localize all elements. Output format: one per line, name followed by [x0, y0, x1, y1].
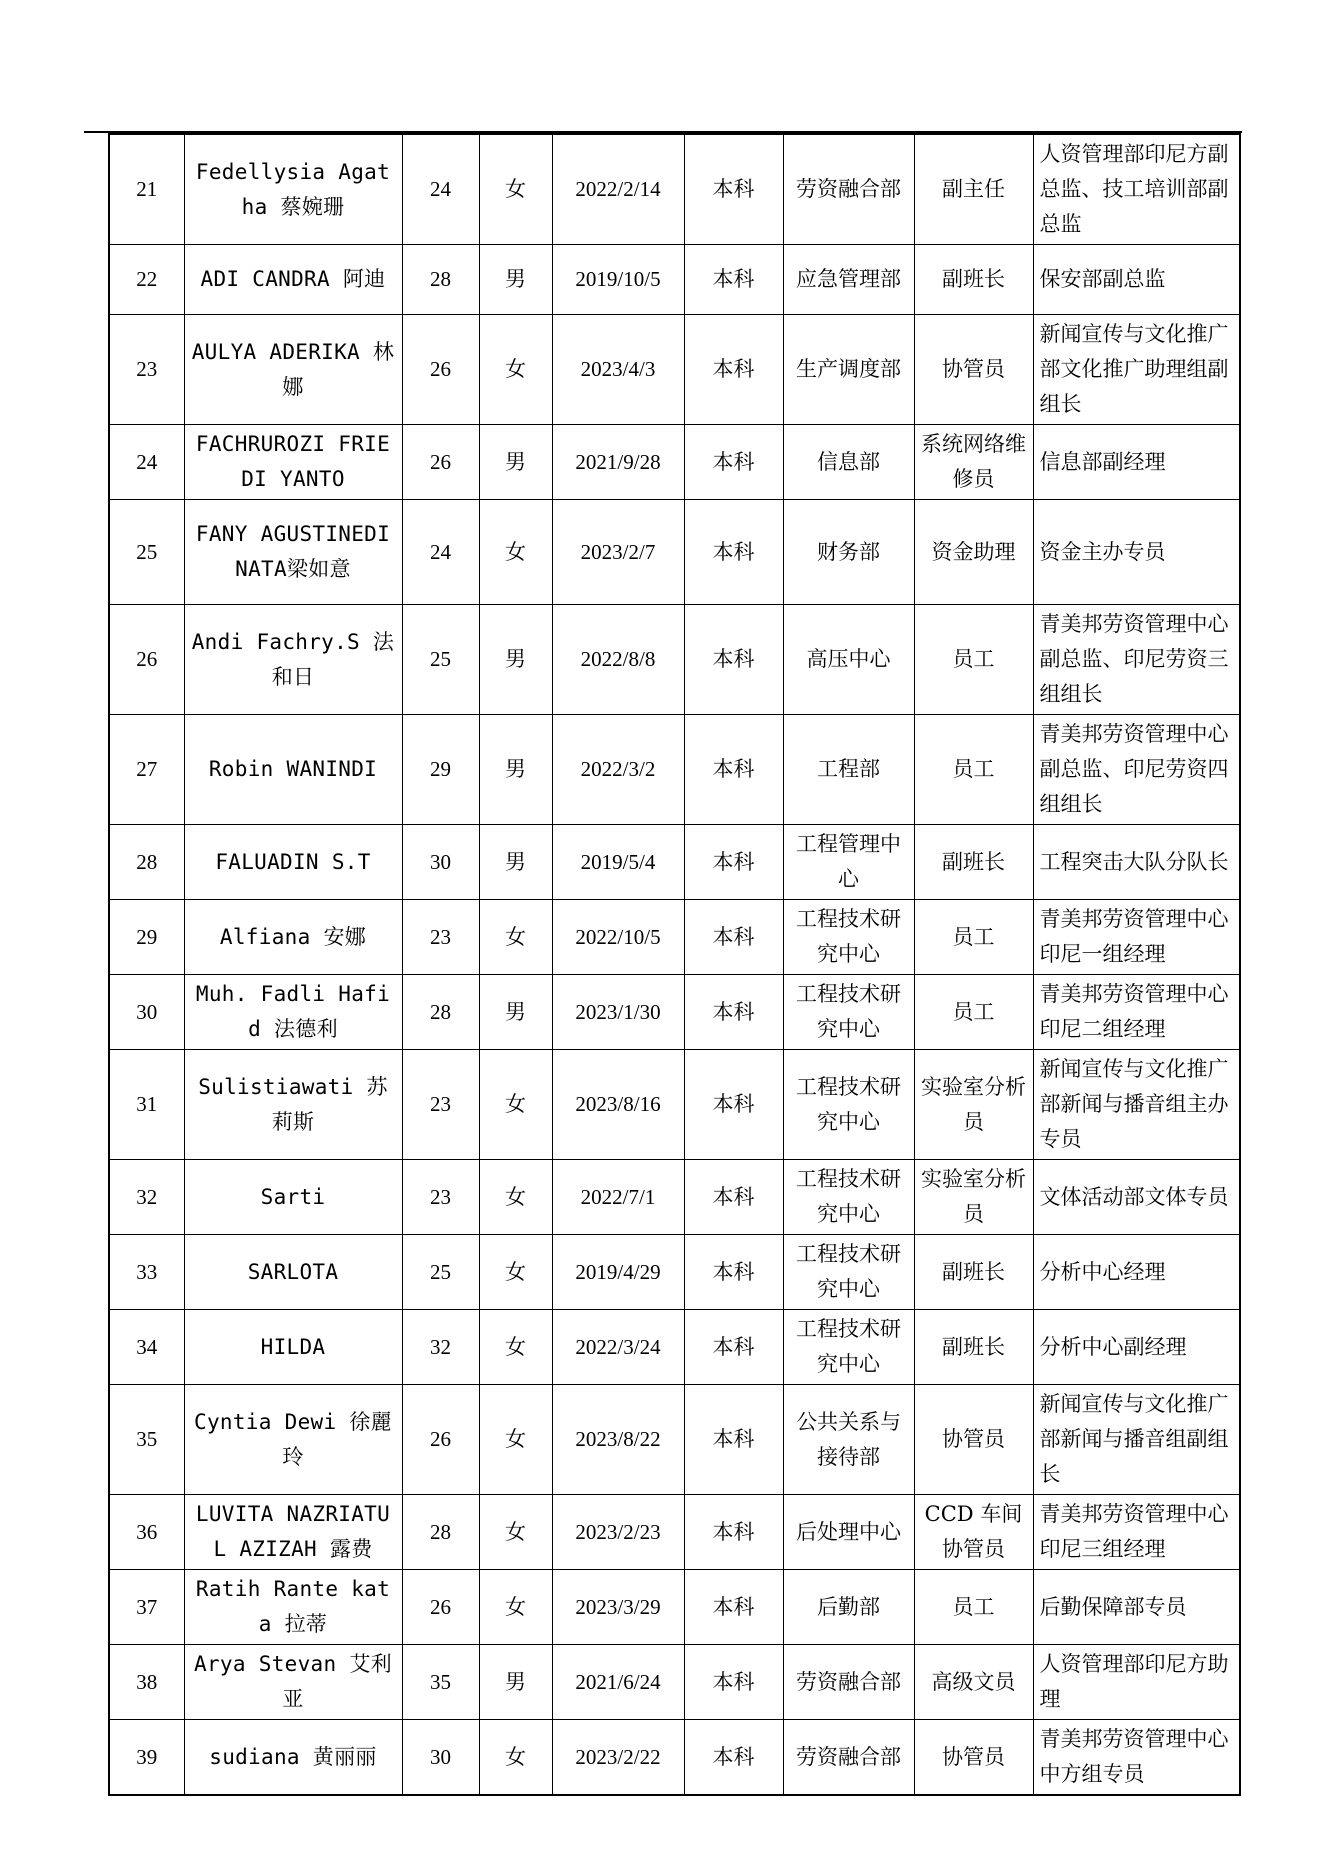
role-cell: 新闻宣传与文化推广部文化推广助理组副组长 [1033, 315, 1240, 425]
age-cell: 23 [402, 1050, 479, 1160]
gender-cell: 女 [479, 1310, 552, 1385]
date-cell: 2022/2/14 [552, 134, 684, 245]
row-number: 32 [109, 1160, 184, 1235]
department-cell: 信息部 [783, 425, 914, 500]
gender-cell: 男 [479, 825, 552, 900]
education-cell: 本科 [684, 1495, 783, 1570]
name-cell: Cyntia Dewi 徐麗玲 [184, 1385, 402, 1495]
position-cell: 实验室分析员 [914, 1160, 1033, 1235]
age-cell: 35 [402, 1645, 479, 1720]
role-cell: 青美邦劳资管理中心副总监、印尼劳资三组组长 [1033, 605, 1240, 715]
role-cell: 新闻宣传与文化推广部新闻与播音组副组长 [1033, 1385, 1240, 1495]
row-number: 22 [109, 245, 184, 315]
education-cell: 本科 [684, 715, 783, 825]
department-cell: 工程技术研究中心 [783, 1050, 914, 1160]
role-cell: 人资管理部印尼方副总监、技工培训部副总监 [1033, 134, 1240, 245]
date-cell: 2022/3/24 [552, 1310, 684, 1385]
education-cell: 本科 [684, 500, 783, 605]
role-cell: 青美邦劳资管理中心中方组专员 [1033, 1720, 1240, 1796]
position-cell: 副班长 [914, 825, 1033, 900]
date-cell: 2022/10/5 [552, 900, 684, 975]
age-cell: 25 [402, 605, 479, 715]
gender-cell: 女 [479, 1160, 552, 1235]
table-row [109, 245, 1240, 315]
position-cell: 协管员 [914, 1720, 1033, 1796]
date-cell: 2023/4/3 [552, 315, 684, 425]
staff-table [108, 133, 1241, 1796]
table-row [109, 1235, 1240, 1310]
date-cell: 2021/6/24 [552, 1645, 684, 1720]
date-cell: 2022/8/8 [552, 605, 684, 715]
date-cell: 2023/8/22 [552, 1385, 684, 1495]
row-number: 33 [109, 1235, 184, 1310]
gender-cell: 男 [479, 715, 552, 825]
row-number: 23 [109, 315, 184, 425]
name-cell: Sulistiawati 苏莉斯 [184, 1050, 402, 1160]
position-cell: 高级文员 [914, 1645, 1033, 1720]
position-cell: 员工 [914, 975, 1033, 1050]
name-cell: sudiana 黄丽丽 [184, 1720, 402, 1796]
row-number: 30 [109, 975, 184, 1050]
gender-cell: 女 [479, 134, 552, 245]
row-number: 24 [109, 425, 184, 500]
role-cell: 工程突击大队分队长 [1033, 825, 1240, 900]
table-row [109, 134, 1240, 245]
row-number: 31 [109, 1050, 184, 1160]
education-cell: 本科 [684, 134, 783, 245]
department-cell: 工程技术研究中心 [783, 1160, 914, 1235]
department-cell: 生产调度部 [783, 315, 914, 425]
education-cell: 本科 [684, 1160, 783, 1235]
role-cell: 青美邦劳资管理中心印尼三组经理 [1033, 1495, 1240, 1570]
table-row [109, 1160, 1240, 1235]
position-cell: 资金助理 [914, 500, 1033, 605]
position-cell: 员工 [914, 900, 1033, 975]
date-cell: 2019/5/4 [552, 825, 684, 900]
row-number: 39 [109, 1720, 184, 1796]
name-cell: Alfiana 安娜 [184, 900, 402, 975]
table-row [109, 715, 1240, 825]
row-number: 34 [109, 1310, 184, 1385]
table-row [109, 1385, 1240, 1495]
education-cell: 本科 [684, 1310, 783, 1385]
department-cell: 工程技术研究中心 [783, 975, 914, 1050]
row-number: 26 [109, 605, 184, 715]
age-cell: 24 [402, 134, 479, 245]
age-cell: 28 [402, 975, 479, 1050]
name-cell: ADI CANDRA 阿迪 [184, 245, 402, 315]
date-cell: 2023/8/16 [552, 1050, 684, 1160]
position-cell: 员工 [914, 605, 1033, 715]
row-number: 27 [109, 715, 184, 825]
department-cell: 高压中心 [783, 605, 914, 715]
gender-cell: 女 [479, 1050, 552, 1160]
role-cell: 青美邦劳资管理中心印尼二组经理 [1033, 975, 1240, 1050]
table-row [109, 1050, 1240, 1160]
position-cell: 副班长 [914, 1235, 1033, 1310]
gender-cell: 女 [479, 500, 552, 605]
table-row [109, 500, 1240, 605]
education-cell: 本科 [684, 825, 783, 900]
table-row [109, 1645, 1240, 1720]
role-cell: 保安部副总监 [1033, 245, 1240, 315]
department-cell: 应急管理部 [783, 245, 914, 315]
table-row [109, 975, 1240, 1050]
department-cell: 后勤部 [783, 1570, 914, 1645]
name-cell: Andi Fachry.S 法和日 [184, 605, 402, 715]
row-number: 35 [109, 1385, 184, 1495]
name-cell: Muh. Fadli Hafid 法德利 [184, 975, 402, 1050]
row-number: 38 [109, 1645, 184, 1720]
date-cell: 2023/2/23 [552, 1495, 684, 1570]
age-cell: 26 [402, 1570, 479, 1645]
education-cell: 本科 [684, 245, 783, 315]
role-cell: 人资管理部印尼方助理 [1033, 1645, 1240, 1720]
education-cell: 本科 [684, 1385, 783, 1495]
age-cell: 23 [402, 900, 479, 975]
education-cell: 本科 [684, 605, 783, 715]
education-cell: 本科 [684, 1645, 783, 1720]
date-cell: 2021/9/28 [552, 425, 684, 500]
role-cell: 资金主办专员 [1033, 500, 1240, 605]
role-cell: 信息部副经理 [1033, 425, 1240, 500]
education-cell: 本科 [684, 315, 783, 425]
name-cell: Fedellysia Agatha 蔡婉珊 [184, 134, 402, 245]
name-cell: FALUADIN S.T [184, 825, 402, 900]
education-cell: 本科 [684, 1720, 783, 1796]
date-cell: 2023/3/29 [552, 1570, 684, 1645]
department-cell: 工程管理中心 [783, 825, 914, 900]
position-cell: 协管员 [914, 315, 1033, 425]
row-number: 37 [109, 1570, 184, 1645]
age-cell: 26 [402, 1385, 479, 1495]
gender-cell: 男 [479, 975, 552, 1050]
gender-cell: 女 [479, 1385, 552, 1495]
age-cell: 26 [402, 315, 479, 425]
position-cell: 副班长 [914, 1310, 1033, 1385]
name-cell: AULYA ADERIKA 林娜 [184, 315, 402, 425]
department-cell: 公共关系与接待部 [783, 1385, 914, 1495]
position-cell: CCD 车间协管员 [914, 1495, 1033, 1570]
table-row [109, 315, 1240, 425]
date-cell: 2023/1/30 [552, 975, 684, 1050]
date-cell: 2019/4/29 [552, 1235, 684, 1310]
age-cell: 23 [402, 1160, 479, 1235]
date-cell: 2023/2/22 [552, 1720, 684, 1796]
education-cell: 本科 [684, 975, 783, 1050]
department-cell: 工程技术研究中心 [783, 1310, 914, 1385]
position-cell: 实验室分析员 [914, 1050, 1033, 1160]
role-cell: 青美邦劳资管理中心印尼一组经理 [1033, 900, 1240, 975]
role-cell: 分析中心副经理 [1033, 1310, 1240, 1385]
gender-cell: 男 [479, 425, 552, 500]
department-cell: 后处理中心 [783, 1495, 914, 1570]
role-cell: 新闻宣传与文化推广部新闻与播音组主办专员 [1033, 1050, 1240, 1160]
table-row [109, 1570, 1240, 1645]
row-number: 21 [109, 134, 184, 245]
department-cell: 劳资融合部 [783, 134, 914, 245]
position-cell: 员工 [914, 1570, 1033, 1645]
row-number: 28 [109, 825, 184, 900]
name-cell: Arya Stevan 艾利亚 [184, 1645, 402, 1720]
department-cell: 工程部 [783, 715, 914, 825]
department-cell: 劳资融合部 [783, 1720, 914, 1796]
name-cell: Ratih Rante kata 拉蒂 [184, 1570, 402, 1645]
department-cell: 劳资融合部 [783, 1645, 914, 1720]
age-cell: 29 [402, 715, 479, 825]
table-row [109, 1720, 1240, 1796]
age-cell: 28 [402, 245, 479, 315]
position-cell: 系统网络维修员 [914, 425, 1033, 500]
age-cell: 28 [402, 1495, 479, 1570]
department-cell: 工程技术研究中心 [783, 900, 914, 975]
department-cell: 工程技术研究中心 [783, 1235, 914, 1310]
age-cell: 30 [402, 1720, 479, 1796]
table-row [109, 425, 1240, 500]
role-cell: 后勤保障部专员 [1033, 1570, 1240, 1645]
education-cell: 本科 [684, 900, 783, 975]
row-number: 36 [109, 1495, 184, 1570]
position-cell: 员工 [914, 715, 1033, 825]
gender-cell: 女 [479, 1235, 552, 1310]
role-cell: 青美邦劳资管理中心副总监、印尼劳资四组组长 [1033, 715, 1240, 825]
name-cell: FACHRUROZI FRIEDI YANTO [184, 425, 402, 500]
date-cell: 2022/3/2 [552, 715, 684, 825]
position-cell: 协管员 [914, 1385, 1033, 1495]
gender-cell: 女 [479, 1720, 552, 1796]
date-cell: 2019/10/5 [552, 245, 684, 315]
age-cell: 30 [402, 825, 479, 900]
date-cell: 2022/7/1 [552, 1160, 684, 1235]
gender-cell: 男 [479, 1645, 552, 1720]
table-row [109, 900, 1240, 975]
table-row [109, 1495, 1240, 1570]
row-number: 29 [109, 900, 184, 975]
age-cell: 26 [402, 425, 479, 500]
gender-cell: 男 [479, 605, 552, 715]
name-cell: LUVITA NAZRIATUL AZIZAH 露费 [184, 1495, 402, 1570]
age-cell: 32 [402, 1310, 479, 1385]
education-cell: 本科 [684, 1570, 783, 1645]
name-cell: HILDA [184, 1310, 402, 1385]
name-cell: SARLOTA [184, 1235, 402, 1310]
age-cell: 25 [402, 1235, 479, 1310]
education-cell: 本科 [684, 425, 783, 500]
gender-cell: 女 [479, 315, 552, 425]
gender-cell: 女 [479, 1570, 552, 1645]
department-cell: 财务部 [783, 500, 914, 605]
row-number: 25 [109, 500, 184, 605]
role-cell: 分析中心经理 [1033, 1235, 1240, 1310]
table-row [109, 1310, 1240, 1385]
position-cell: 副主任 [914, 134, 1033, 245]
name-cell: Robin WANINDI [184, 715, 402, 825]
name-cell: FANY AGUSTINEDINATA梁如意 [184, 500, 402, 605]
education-cell: 本科 [684, 1235, 783, 1310]
position-cell: 副班长 [914, 245, 1033, 315]
gender-cell: 女 [479, 900, 552, 975]
date-cell: 2023/2/7 [552, 500, 684, 605]
table-row [109, 825, 1240, 900]
education-cell: 本科 [684, 1050, 783, 1160]
gender-cell: 男 [479, 245, 552, 315]
role-cell: 文体活动部文体专员 [1033, 1160, 1240, 1235]
gender-cell: 女 [479, 1495, 552, 1570]
age-cell: 24 [402, 500, 479, 605]
name-cell: Sarti [184, 1160, 402, 1235]
table-row [109, 605, 1240, 715]
